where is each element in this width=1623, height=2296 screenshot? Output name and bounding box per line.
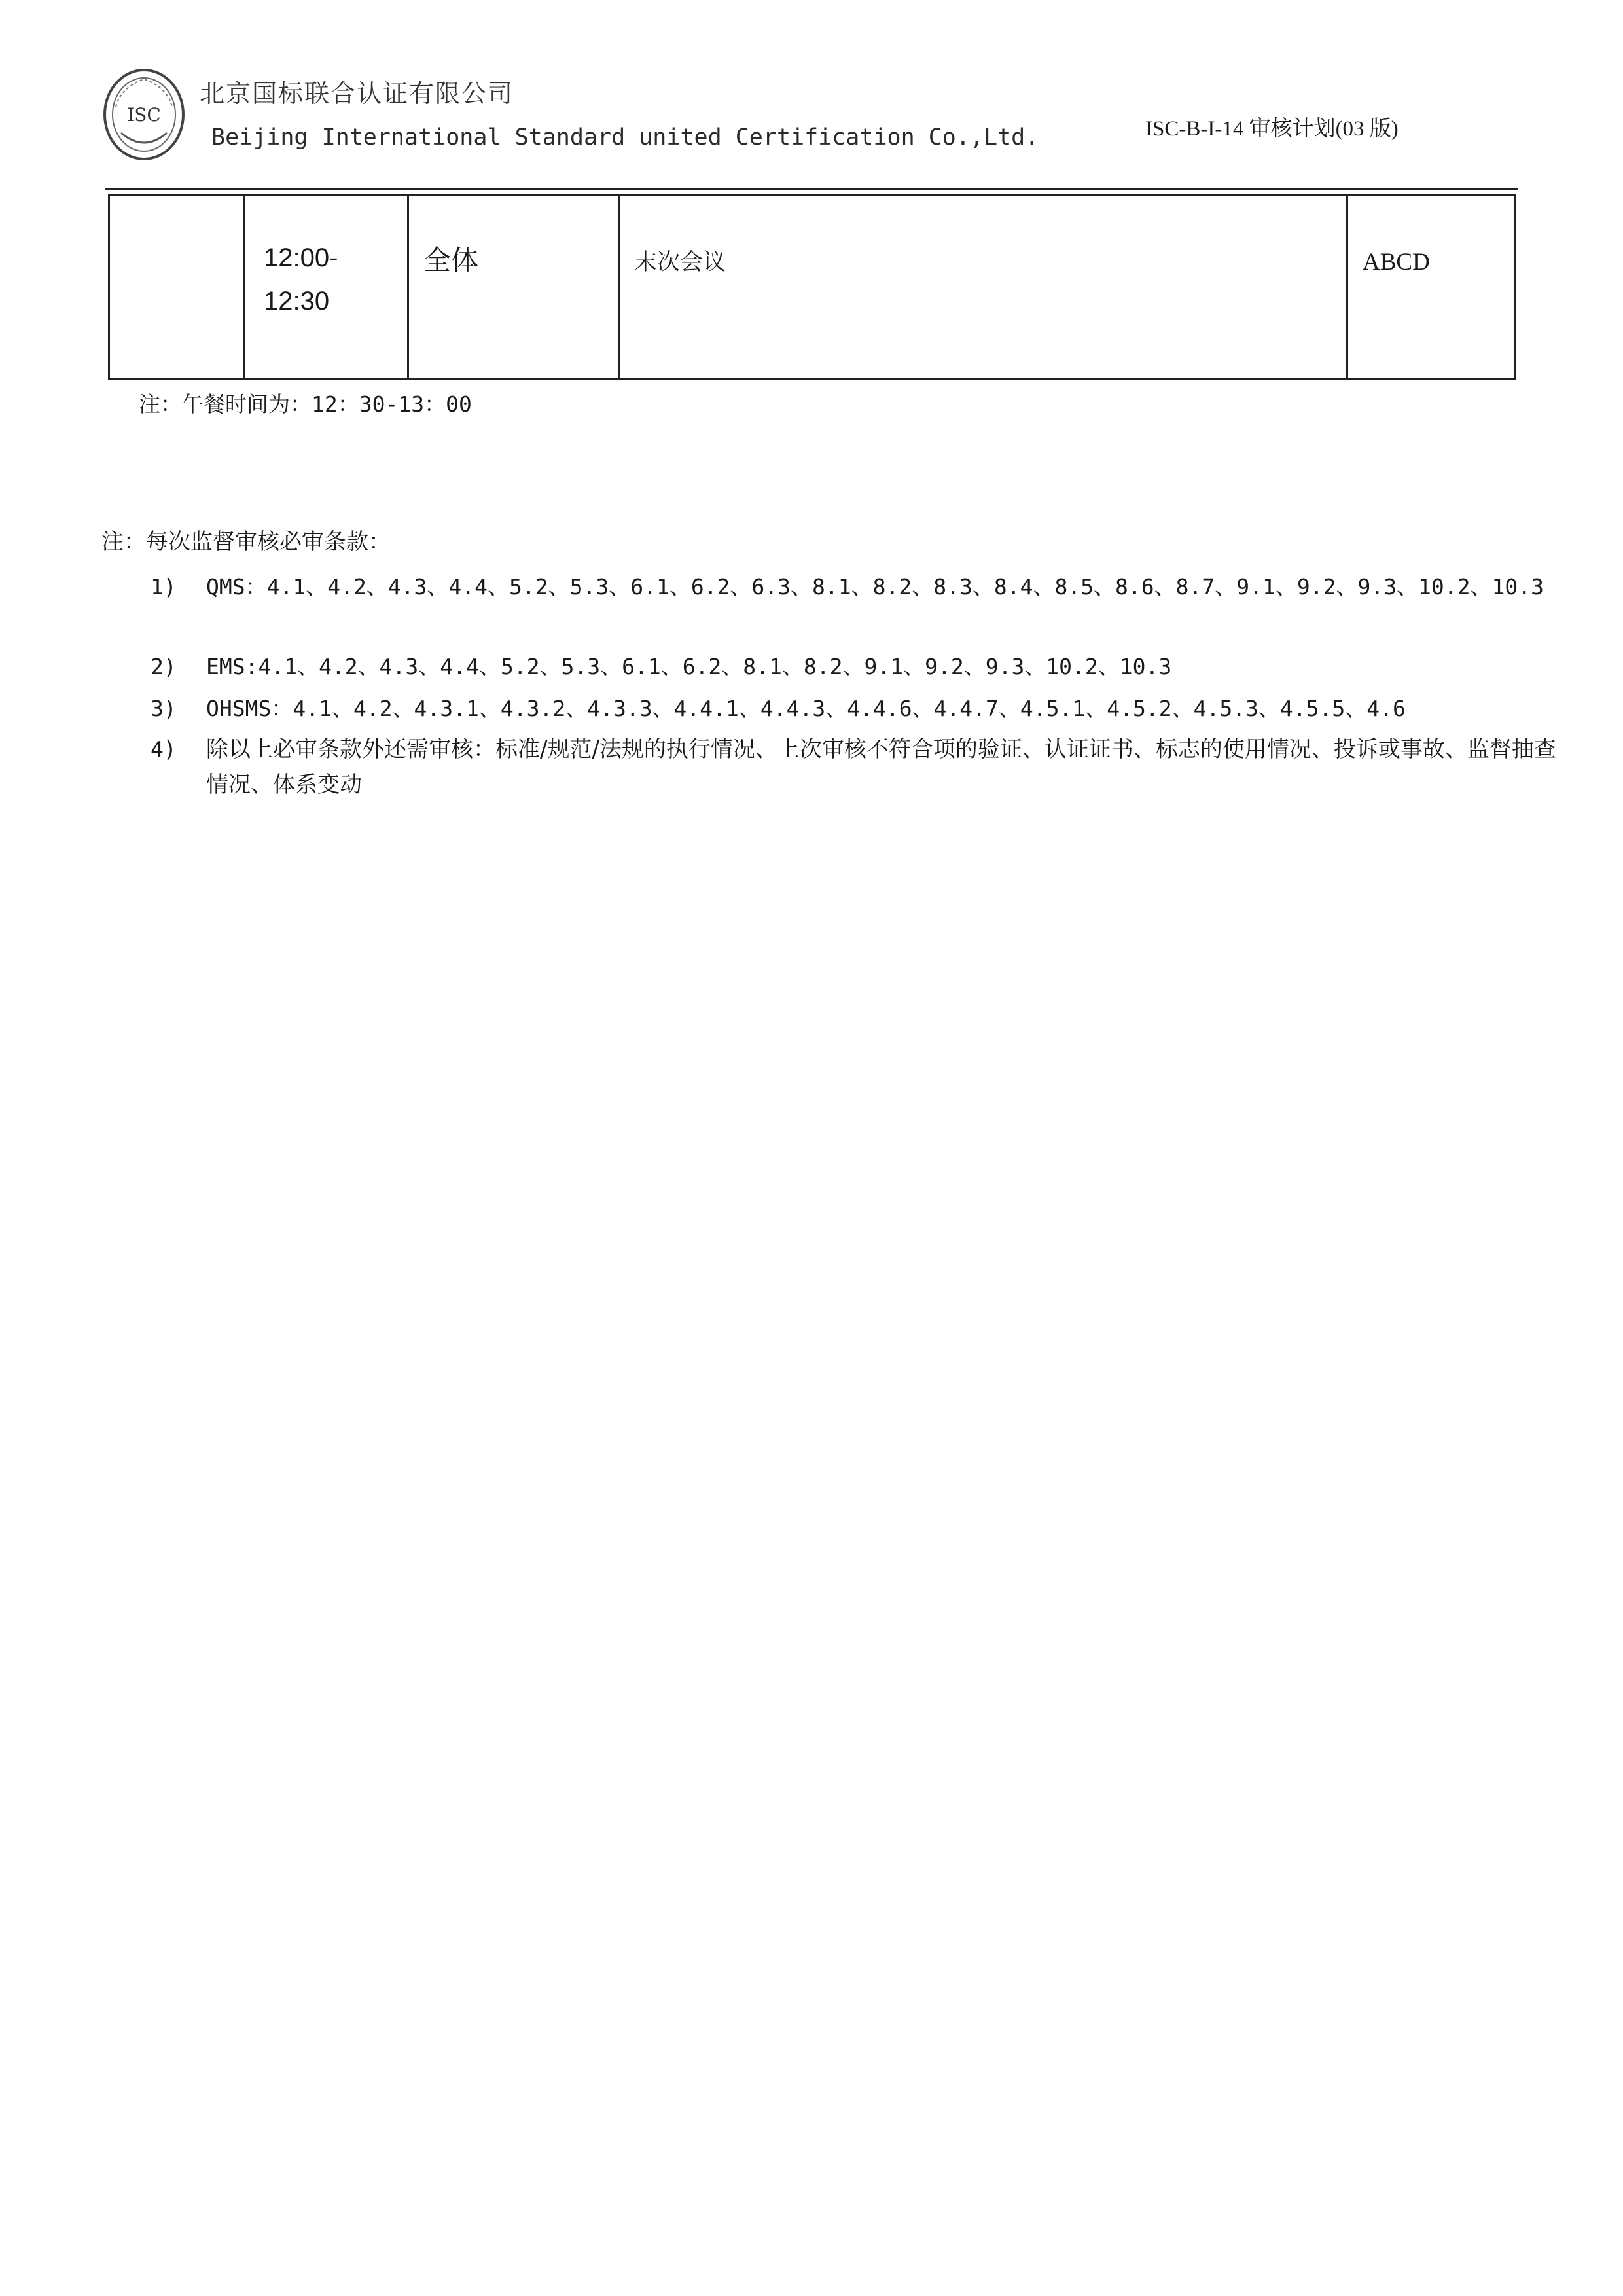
clause-number: 1) xyxy=(151,574,177,600)
clause-text: EMS:4.1、4.2、4.3、4.4、5.2、5.3、6.1、6.2、8.1、8.2、9.1、9.2、9.3、10.2、10.3 xyxy=(206,654,1172,679)
clause-text: OHSMS：4.1、4.2、4.3.1、4.3.2、4.3.3、4.4.1、4.4.3、4.4.6、4.4.7、4.5.1、4.5.2、4.5.3、4.5.5、4.6 xyxy=(206,696,1406,721)
required-clauses-heading: 注：每次监督审核必审条款： xyxy=(101,529,391,555)
clause-text: QMS：4.1、4.2、4.3、4.4、5.2、5.3、6.1、6.2、6.3、8.1、8.2、8.3、8.4、8.5、8.6、8.7、9.1、9.2、9.3、10.2、10.3 xyxy=(206,574,1544,600)
svg-text:ISC: ISC xyxy=(127,104,161,126)
clause-number: 4) xyxy=(151,736,177,762)
clause-number: 2) xyxy=(151,654,177,679)
cell-empty xyxy=(109,195,245,380)
cell-time: 12:00- 12:30 xyxy=(245,195,408,380)
table-row xyxy=(109,195,1515,380)
header-divider xyxy=(105,188,1518,190)
isc-logo-seal xyxy=(101,67,187,162)
cell-activity: 末次会议 xyxy=(619,195,1347,380)
clause-number: 3) xyxy=(151,696,177,721)
company-name-en: Beijing International Standard united Certification Co.,Ltd. xyxy=(211,124,1039,151)
document-code: ISC-B-I-14 审核计划(03 版) xyxy=(1145,117,1399,141)
audit-schedule-table xyxy=(108,194,1516,380)
cell-auditor: ABCD xyxy=(1347,195,1515,380)
cell-participants: 全体 xyxy=(408,195,619,380)
company-name-cn: 北京国标联合认证有限公司 xyxy=(200,79,514,108)
lunch-note: 注：午餐时间为：12：30-13：00 xyxy=(139,391,472,417)
clause-text: 除以上必审条款外还需审核：标准/规范/法规的执行情况、上次审核不符合项的验证、认证证书、标志的使用情况、投诉或事故、监督抽查情况、体系变动 xyxy=(206,736,1556,798)
